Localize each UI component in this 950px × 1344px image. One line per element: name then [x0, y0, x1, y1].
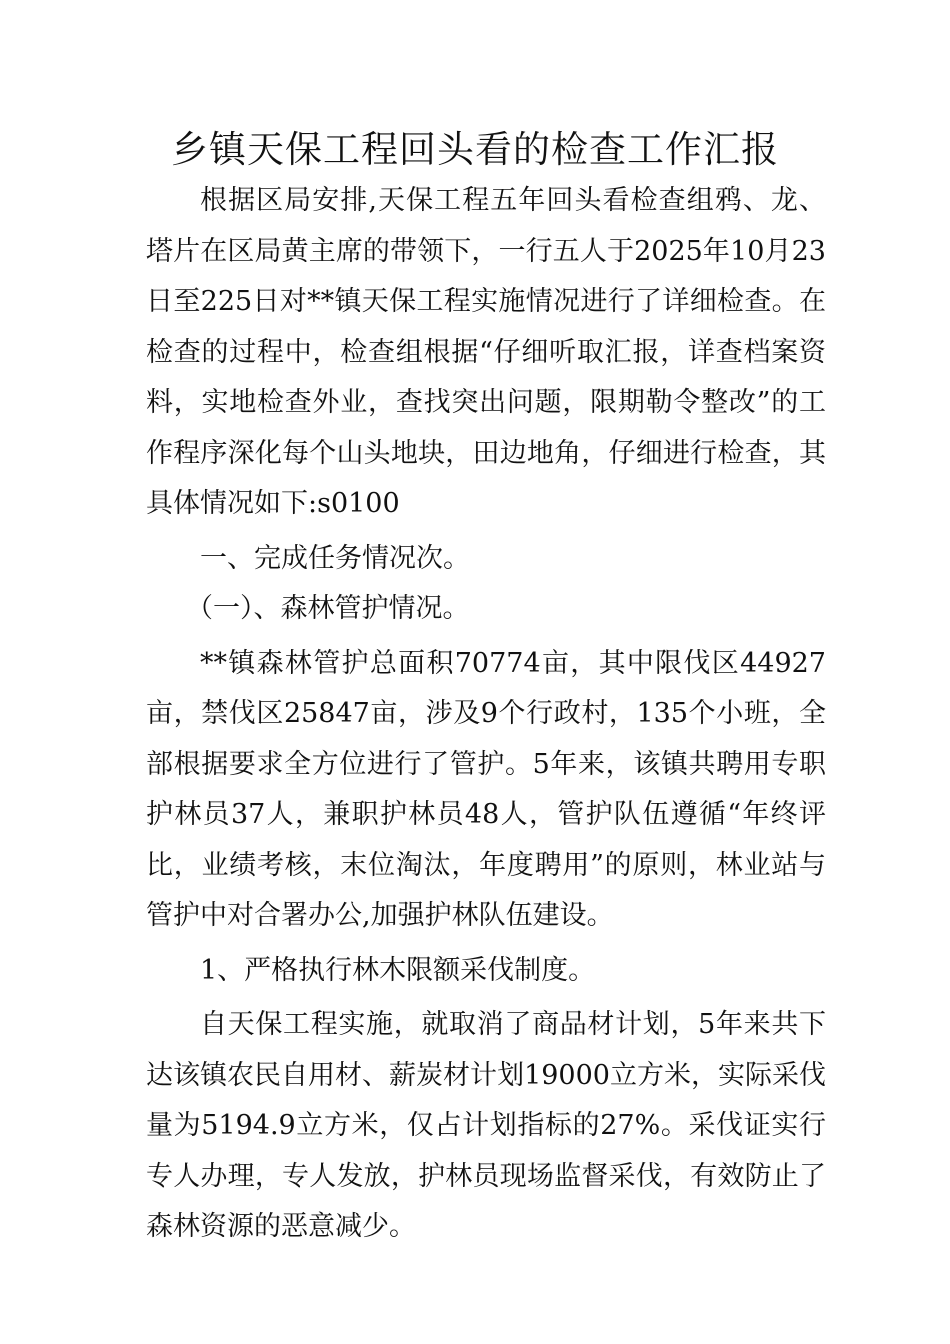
- subsection-heading-1: （一）、森林管护情况。: [186, 593, 470, 624]
- item-heading-1: 1、严格执行林木限额采伐制度。: [200, 954, 596, 986]
- logging-paragraph: 自天保工程实施，就取消了商品材计划，5年来共下达该镇农民自用材、薪炭材计划19000立方米，实际采伐量为5194.9立方米，仅占计划指标的27%。采伐证实行专人办理，专人发放，护林员现场监督采伐，有效防止了森林资源的恶意减少。: [146, 1009, 826, 1242]
- section-heading-1: 一、完成任务情况次。: [200, 542, 470, 574]
- document-title: 乡镇天保工程回头看的检查工作汇报: [171, 128, 779, 171]
- intro-paragraph: 根据区局安排,天保工程五年回头看检查组鸦、龙、塔片在区局黄主席的带领下，一行五人于2025年10月23日至225日对**镇天保工程实施情况进行了详细检查。在检查的过程中，检查组根据“仔细听取汇报，详查档案资料，实地检查外业，查找突出问题，限期勒令整改”的工作程序深化每个山头地块，田边地角，仔细进行检查，其具体情况如下:s0100: [146, 185, 826, 519]
- document-body: [146, 176, 826, 1253]
- forest-protection-paragraph: **镇森林管护总面积70774亩，其中限伐区44927亩，禁伐区25847亩，涉及9个行政村，135个小班，全部根据要求全方位进行了管护。5年来，该镇共聘用专职护林员37人，兼职护林员48人，管护队伍遵循“年终评比，业绩考核，末位淘汰，年度聘用”的原则，林业站与管护中对合署办公,加强护林队伍建设。: [146, 647, 826, 931]
